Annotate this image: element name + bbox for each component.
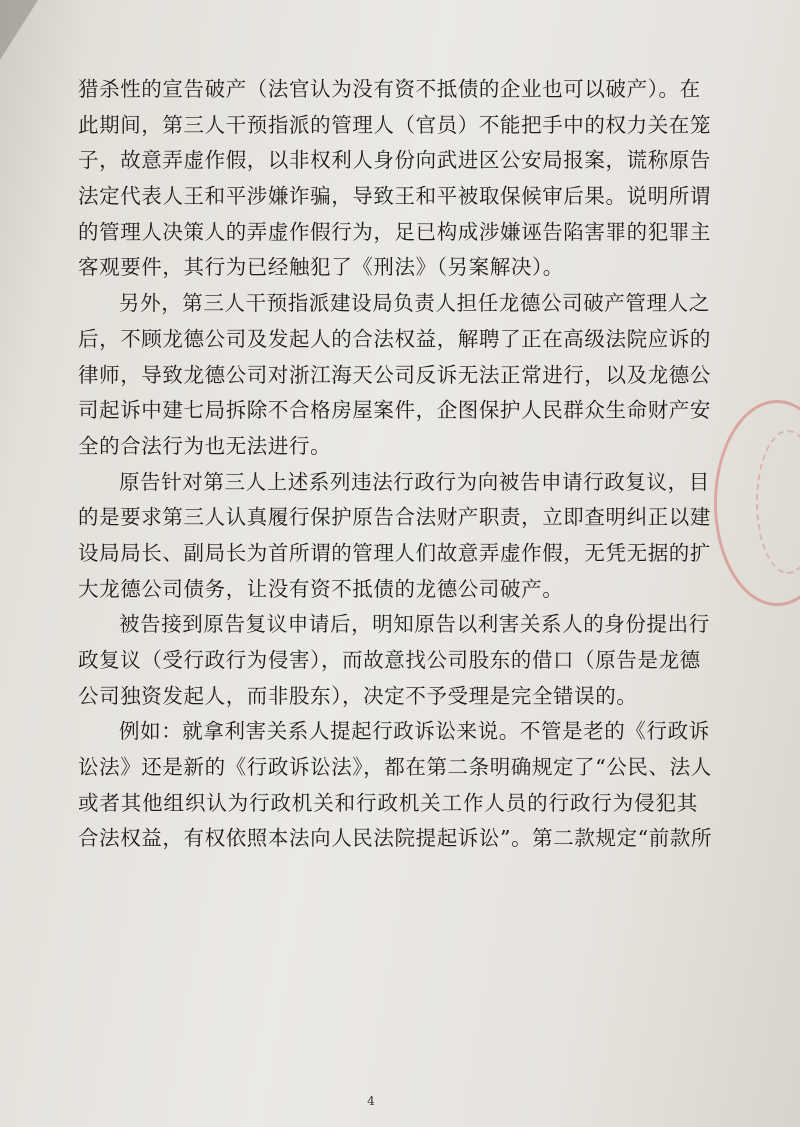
text-line: 司起诉中建七局拆除不合格房屋案件，企图保护人民群众生命财产安 — [78, 398, 711, 423]
text-line: 合法权益，有权依照本法向人民法院提起诉讼”。第二款规定“前款所 — [78, 826, 713, 851]
text-line: 法定代表人王和平涉嫌诈骗，导致王和平被取保候审后果。说明所谓 — [78, 184, 711, 209]
text-line: 设局局长、副局长为首所谓的管理人们故意弄虚作假，无凭无据的扩 — [78, 540, 711, 565]
text-line: 猎杀性的宣告破产（法官认为没有资不抵债的企业也可以破产）。在 — [78, 77, 701, 101]
text-line: 客观要件，其行为已经触犯了《刑法》（另案解决）。 — [78, 255, 564, 280]
text-line: 律师，导致龙德公司对浙江海天公司反诉无法正常进行，以及龙德公 — [78, 362, 711, 387]
paragraph — [78, 607, 710, 714]
folded-corner — [0, 0, 38, 60]
paragraph — [78, 286, 711, 464]
text-line: 或者其他组织认为行政机关和行政机关工作人员的行政行为侵犯其 — [78, 790, 698, 815]
text-line: 政复议（受行政行为侵害），而故意找公司股东的借口（原告是龙德 — [78, 648, 701, 672]
text-line: 的管理人决策人的弄虚作假行为，足已构成涉嫌诬告陷害罪的犯罪主 — [78, 219, 711, 244]
text-line: 后，不顾龙德公司及发起人的合法权益，解聘了正在高级法院应诉的 — [78, 326, 711, 351]
paragraph — [78, 465, 711, 608]
text-line: 子，故意弄虚作假，以非权利人身份向武进区公安局报案，谎称原告 — [78, 148, 711, 173]
text-line: 被告接到原告复议申请后，明知原告以利害关系人的身份提出行 — [119, 612, 710, 637]
page-number: 4 — [367, 1094, 375, 1108]
text-line: 原告针对第三人上述系列违法行政行为向被告申请行政复议，目 — [119, 469, 710, 494]
text-line: 例如：就拿利害关系人提起行政诉讼来说。不管是老的《行政诉 — [119, 719, 710, 744]
document-body — [78, 72, 713, 857]
paragraph — [78, 714, 713, 857]
text-line: 公司独资发起人，而非股东），决定不予受理是完全错误的。 — [78, 683, 638, 708]
text-line: 讼法》还是新的《行政诉讼法》，都在第二条明确规定了“公民、法人 — [78, 755, 712, 780]
text-line: 另外，第三人干预指派建设局负责人担任龙德公司破产管理人之 — [119, 291, 710, 316]
text-line: 大龙德公司债务，让没有资不抵债的龙德公司破产。 — [78, 576, 564, 601]
text-line: 此期间，第三人干预指派的管理人（官员）不能把手中的权力关在笼 — [78, 112, 711, 137]
paragraph — [78, 72, 711, 286]
text-line: 的是要求第三人认真履行保护原告合法财产职责，立即查明纠正以建 — [78, 505, 711, 530]
text-line: 全的合法行为也无法进行。 — [78, 433, 332, 458]
